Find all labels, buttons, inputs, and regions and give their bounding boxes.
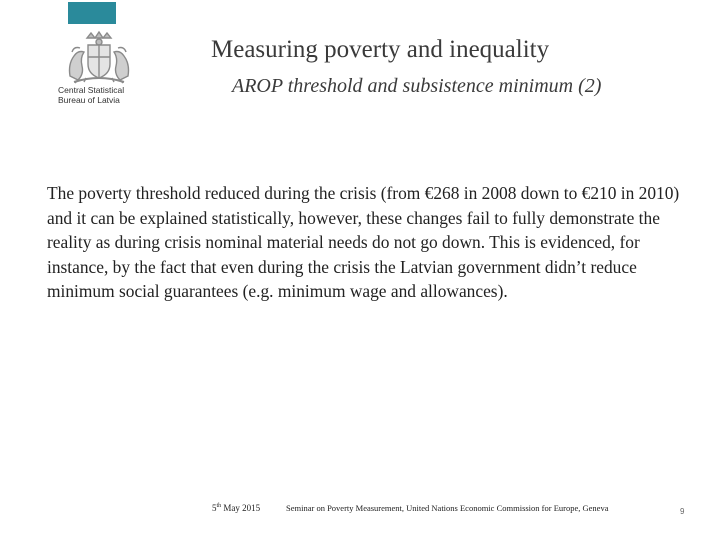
footer-seminar: Seminar on Poverty Measurement, United Nations Economic Commission for Europe, Geneva [286,503,609,513]
slide-subtitle: AROP threshold and subsistence minimum (2) [232,75,602,97]
footer-date [212,503,260,513]
header-accent-block [68,2,116,24]
page-number: 9 [680,507,685,516]
logo-caption-line1: Central Statistical [58,85,125,95]
footer-date-day: 5 [212,503,217,513]
logo-caption-line2: Bureau of Latvia [58,95,120,105]
footer-date-rest: May 2015 [221,503,261,513]
slide-title: Measuring poverty and inequality [211,36,550,63]
body-paragraph: The poverty threshold reduced during the crisis (from €268 in 2008 down to €210 in 2010) and it can be explained statistically, however, these changes fail to fully demonstrate the reality as during crisis nominal material needs do not go down. This is evidenced, for instance, by the fact that even during the crisis the Latvian government didn’t reduce minimum social guarantees (e.g. minimum wage and allowances). [47,183,680,302]
footer-date-suffix: th [216,503,222,509]
logo-caption [58,85,148,105]
